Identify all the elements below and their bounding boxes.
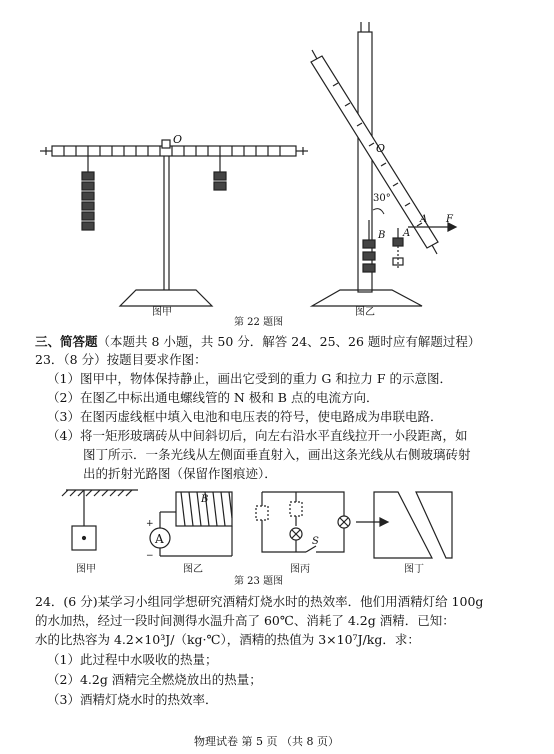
fig22-label-o-right: O	[376, 142, 386, 155]
q23-item-4-cont-2: 出的折射光路图（保留作图痕迹）．	[83, 466, 277, 481]
q23-label-s: S	[312, 536, 319, 547]
angle-mark	[373, 209, 384, 214]
fig22-label-angle: 30°	[373, 193, 391, 204]
q23-item-4: （4）将一矩形玻璃砖从中间斜切后，向左右沿水平直线拉开一小段距离，如	[47, 428, 468, 443]
fig22-label-b: B	[378, 230, 386, 241]
fig22-caption: 第 22 题图	[234, 317, 284, 328]
section-desc: （本题共 8 小题，共 50 分．解答 24、25、26 题时应有解题过程）	[97, 334, 481, 349]
q23-fig-d	[356, 492, 452, 558]
q23-label-b: B	[201, 494, 209, 505]
q24-sub-2: （2）4.2g 酒精完全燃烧放出的热量；	[47, 672, 262, 687]
ammeter-label: A	[155, 532, 164, 546]
fig22-caption-left: 图甲	[152, 307, 172, 318]
q23-fig-label-a: 图甲	[76, 564, 96, 575]
figure-22	[0, 0, 554, 335]
q23-fig-label-b: 图乙	[183, 564, 203, 575]
ammeter-plus: +	[146, 519, 154, 529]
q23-caption: 第 23 题图	[234, 576, 284, 587]
q23-item-2: （2）在图乙中标出通电螺线管的 N 极和 B 点的电流方向．	[47, 390, 379, 405]
section-heading	[35, 334, 480, 350]
fig22-label-a-upper: A	[420, 214, 428, 225]
q23-head: 23．（8 分）按题目要求作图：	[35, 352, 207, 367]
q24-line-1: 24．(6 分)某学习小组同学想研究酒精灯烧水时的热效率．他们用酒精灯给 100g	[35, 594, 484, 609]
lever-left	[40, 140, 308, 306]
q23-fig-label-d: 图丁	[404, 564, 424, 575]
q23-fig-a	[62, 490, 138, 550]
q24-sub-3: （3）酒精灯烧水时的热效率．	[47, 692, 218, 707]
fig22-label-a-lower: A	[403, 228, 411, 239]
ammeter-minus: −	[146, 551, 154, 561]
fig22-label-o-left: O	[173, 133, 183, 146]
q23-fig-b	[150, 492, 232, 556]
fig22-label-f: F	[446, 214, 453, 225]
fig22-caption-right: 图乙	[355, 307, 375, 318]
page-footer: 物理试卷 第 5 页 （共 8 页）	[194, 735, 339, 748]
q23-fig-c	[256, 492, 350, 552]
q24-sub-1: （1）此过程中水吸收的热量；	[47, 652, 218, 667]
q23-item-3: （3）在图丙虚线框中填入电池和电压表的符号，使电路成为串联电路．	[47, 409, 443, 424]
q24-line-3: 水的比热容为 4.2×10³J/（kg·℃），酒精的热值为 3×10⁷J/kg．求：	[35, 632, 420, 647]
q23-item-1: （1）图甲中，物体保持静止，画出它受到的重力 G 和拉力 F 的示意图．	[47, 371, 453, 386]
lever-tilted	[311, 50, 438, 254]
q24-line-2: 的水加热，经过一段时间测得水温升高了 60℃、消耗了 4.2g 酒精．已知：	[35, 613, 455, 628]
q23-item-4-cont-1: 图丁所示．一条光线从左侧面垂直射入，画出这条光线从右侧玻璃砖射	[83, 447, 471, 462]
q23-fig-label-c: 图丙	[290, 564, 310, 575]
section-title: 三、简答题	[35, 334, 98, 349]
stand-right	[312, 22, 422, 306]
right-weights	[363, 220, 403, 272]
